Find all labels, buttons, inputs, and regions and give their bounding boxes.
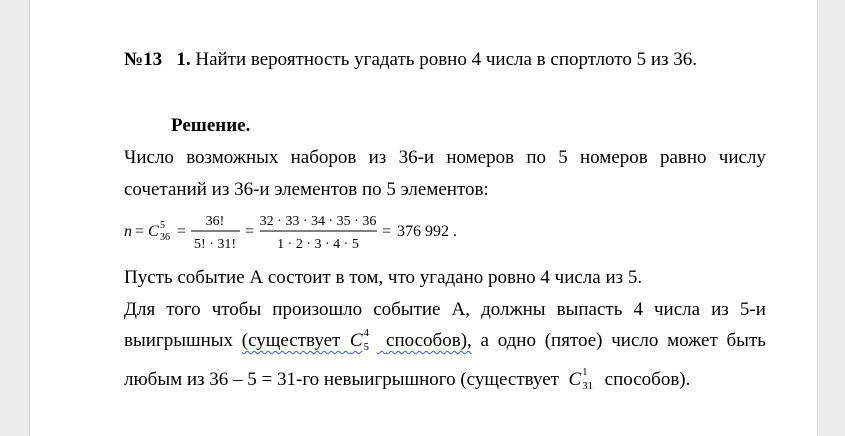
word: Число xyxy=(124,147,174,168)
formula-eq: = xyxy=(135,223,145,240)
frac2-numerator: 32 · 33 · 34 · 35 · 36 xyxy=(259,214,377,229)
line7-after: способов). xyxy=(604,369,691,390)
word: по xyxy=(526,147,546,168)
problem-statement xyxy=(124,49,697,71)
word: наборов xyxy=(290,147,357,168)
formula-c: C xyxy=(148,223,159,240)
word: 5-и xyxy=(739,299,766,320)
formula-result: 376 992 . xyxy=(397,223,457,240)
solution-line-4: Пусть событие А состоит в том, что угадано ровно 4 числа из 5. xyxy=(124,267,643,288)
formula-eq: = xyxy=(177,223,187,240)
word: А, xyxy=(451,299,471,320)
word: способов), xyxy=(386,330,472,351)
word: числу xyxy=(718,147,766,168)
word: из xyxy=(368,147,387,168)
word: Для xyxy=(124,299,156,320)
frac2-denominator: 1 · 2 · 3 · 4 · 5 xyxy=(277,237,359,252)
solution-line-6 xyxy=(124,326,766,353)
word: должны xyxy=(481,299,546,320)
word: 36-и xyxy=(398,147,435,168)
solution-line-7 xyxy=(124,365,691,392)
word: (существует xyxy=(241,330,341,351)
word: 4 xyxy=(633,299,643,320)
problem-number: №13 xyxy=(124,49,163,70)
formula-c-sup: 5 xyxy=(160,220,165,231)
word: 5 xyxy=(558,147,568,168)
comb-indices xyxy=(363,326,377,353)
word: событие xyxy=(373,299,441,320)
combinations-formula xyxy=(124,207,484,257)
word: выпасть xyxy=(556,299,623,320)
frac1-numerator: 36! xyxy=(205,214,225,229)
word: номеров xyxy=(579,147,648,168)
word: число xyxy=(611,330,659,351)
comb-sub: 31 xyxy=(582,379,594,392)
word: номеров xyxy=(446,147,515,168)
problem-text: Найти вероятность угадать ровно 4 числа в спортлото 5 из 36. xyxy=(195,49,698,70)
comb-c: C xyxy=(349,330,363,351)
word: а xyxy=(480,330,489,351)
word: равно xyxy=(659,147,707,168)
solution-line-1 xyxy=(124,147,766,169)
formula-c-sub: 36 xyxy=(160,232,170,243)
comb-sup: 4 xyxy=(363,326,370,339)
solution-heading: Решение. xyxy=(171,115,251,136)
frac1-denominator: 5! · 31! xyxy=(194,237,236,252)
word: быть xyxy=(726,330,766,351)
word: выигрышных xyxy=(124,330,234,351)
comb-sup: 1 xyxy=(582,365,588,378)
solution-line-5 xyxy=(124,299,766,321)
formula-eq: = xyxy=(382,223,392,240)
formula-n: n xyxy=(124,223,132,240)
word: может xyxy=(667,330,718,351)
spellcheck-underlined-phrase[interactable] xyxy=(241,326,472,353)
word: возможных xyxy=(186,147,279,168)
formula-eq: = xyxy=(245,223,255,240)
word: того xyxy=(166,299,201,320)
word: (пятое) xyxy=(544,330,603,351)
word: одно xyxy=(497,330,536,351)
word: произошло xyxy=(272,299,363,320)
word: чтобы xyxy=(211,299,262,320)
comb-sub: 5 xyxy=(363,340,370,353)
line7-before: любым из 36 – 5 = 31-го невыигрышного (существует xyxy=(124,369,559,390)
solution-line-2: сочетаний из 36-и элементов по 5 элементов: xyxy=(124,179,489,200)
word: из xyxy=(711,299,729,320)
word: числа xyxy=(654,299,701,320)
problem-item: 1. xyxy=(176,49,191,70)
comb-c: C xyxy=(568,369,582,390)
comb-indices xyxy=(581,365,595,392)
